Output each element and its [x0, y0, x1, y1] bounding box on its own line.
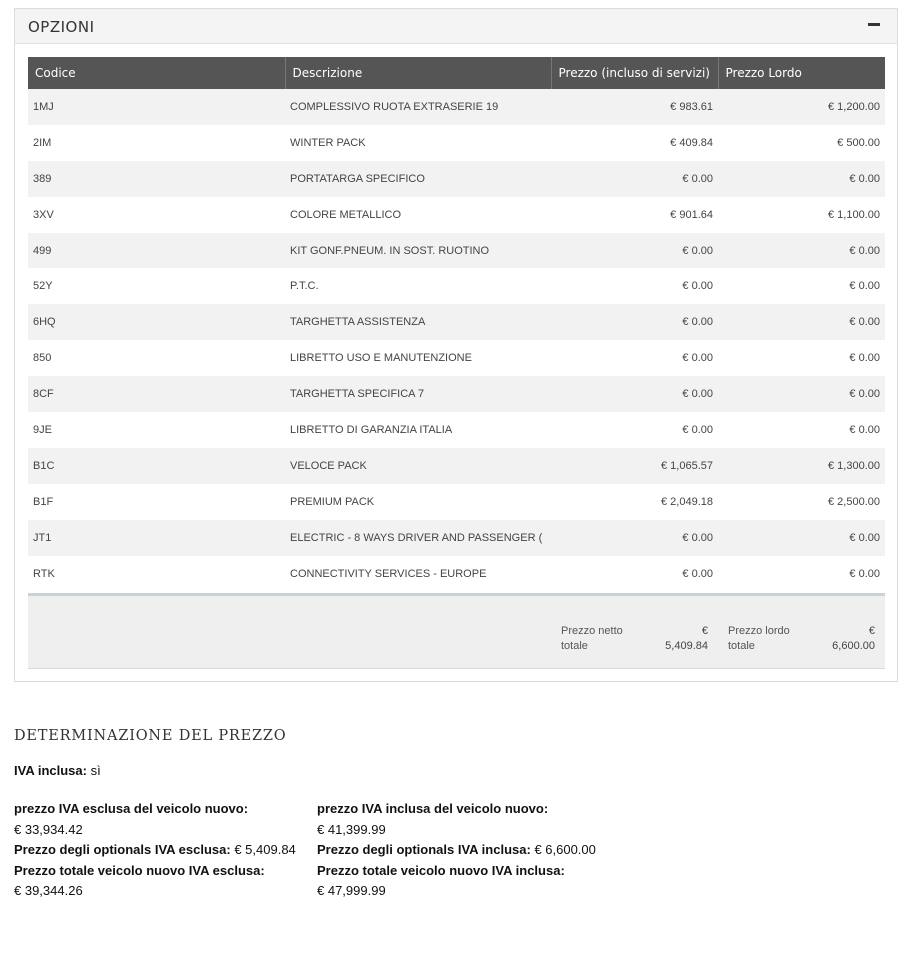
iva-value: sì	[90, 763, 101, 778]
net-total-amount: 5,409.84	[665, 640, 708, 652]
net-total-currency: €	[701, 625, 708, 637]
iva-line	[14, 763, 101, 778]
cell-code: 6HQ	[28, 304, 285, 340]
cell-description: P.T.C.	[285, 268, 551, 304]
cell-gross-price: € 0.00	[718, 268, 885, 304]
pricing-section-title: DETERMINAZIONE DEL PREZZO	[14, 728, 287, 744]
cell-price: € 0.00	[551, 304, 718, 340]
cell-gross-price: € 2,500.00	[718, 484, 885, 520]
cell-description: KIT GONF.PNEUM. IN SOST. RUOTINO	[285, 233, 551, 269]
cell-description: ELECTRIC - 8 WAYS DRIVER AND PASSENGER (	[285, 520, 551, 556]
cell-code: 52Y	[28, 268, 285, 304]
cell-price: € 0.00	[551, 520, 718, 556]
net-total-value	[638, 624, 708, 654]
optionals-incl-value: € 6,600.00	[534, 842, 596, 857]
cell-price: € 983.61	[551, 89, 718, 125]
column-header-descrizione[interactable]: Descrizione	[285, 57, 551, 89]
cell-description: VELOCE PACK	[285, 448, 551, 484]
gross-total-value	[805, 624, 875, 654]
table-row	[28, 340, 885, 376]
price-excl-label-text: prezzo IVA esclusa del veicolo nuovo:	[14, 801, 249, 816]
net-total-label	[561, 624, 631, 654]
cell-gross-price: € 500.00	[718, 125, 885, 161]
cell-description: COLORE METALLICO	[285, 197, 551, 233]
cell-description: WINTER PACK	[285, 125, 551, 161]
cell-price: € 0.00	[551, 376, 718, 412]
gross-total-amount: 6,600.00	[832, 640, 875, 652]
price-incl-label-text: prezzo IVA inclusa del veicolo nuovo:	[317, 801, 549, 816]
table-row	[28, 376, 885, 412]
cell-price: € 0.00	[551, 412, 718, 448]
cell-description: LIBRETTO USO E MANUTENZIONE	[285, 340, 551, 376]
cell-gross-price: € 0.00	[718, 161, 885, 197]
table-row	[28, 161, 885, 197]
cell-price: € 0.00	[551, 161, 718, 197]
options-table-header	[28, 57, 885, 89]
optionals-excl-label: Prezzo degli optionals IVA esclusa:	[14, 842, 231, 857]
cell-gross-price: € 1,300.00	[718, 448, 885, 484]
cell-gross-price: € 0.00	[718, 233, 885, 269]
gross-total-label-line2: totale	[728, 640, 755, 652]
table-row	[28, 89, 885, 125]
total-incl-label-text: Prezzo totale veicolo nuovo IVA inclusa:	[317, 863, 565, 878]
cell-code: 9JE	[28, 412, 285, 448]
table-row	[28, 125, 885, 161]
cell-gross-price: € 1,100.00	[718, 197, 885, 233]
collapse-icon[interactable]	[868, 23, 880, 26]
cell-code: RTK	[28, 556, 285, 592]
cell-price: € 0.00	[551, 340, 718, 376]
cell-description: TARGHETTA ASSISTENZA	[285, 304, 551, 340]
cell-description: PORTATARGA SPECIFICO	[285, 161, 551, 197]
cell-code: B1C	[28, 448, 285, 484]
table-row	[28, 268, 885, 304]
cell-gross-price: € 0.00	[718, 376, 885, 412]
price-excl-value: € 33,934.42	[14, 822, 83, 837]
cell-price: € 2,049.18	[551, 484, 718, 520]
options-panel	[14, 8, 898, 682]
net-total-label-line1: Prezzo netto	[561, 625, 623, 637]
cell-code: 499	[28, 233, 285, 269]
table-row	[28, 448, 885, 484]
options-panel-header[interactable]	[15, 9, 897, 44]
options-table	[28, 57, 885, 591]
column-header-prezzo[interactable]: Prezzo (incluso di servizi)	[551, 57, 718, 89]
column-header-prezzo-lordo[interactable]: Prezzo Lordo	[718, 57, 885, 89]
cell-code: 389	[28, 161, 285, 197]
cell-code: B1F	[28, 484, 285, 520]
table-row	[28, 520, 885, 556]
cell-price: € 0.00	[551, 268, 718, 304]
optionals-incl-label: Prezzo degli optionals IVA inclusa:	[317, 842, 531, 857]
gross-total-label	[728, 624, 798, 654]
cell-gross-price: € 0.00	[718, 340, 885, 376]
cell-gross-price: € 0.00	[718, 520, 885, 556]
cell-code: 2IM	[28, 125, 285, 161]
total-excl-label	[14, 863, 265, 878]
cell-price: € 901.64	[551, 197, 718, 233]
totals-row	[28, 596, 885, 669]
table-row	[28, 304, 885, 340]
cell-code: JT1	[28, 520, 285, 556]
total-incl-value: € 47,999.99	[317, 883, 386, 898]
table-row	[28, 412, 885, 448]
cell-code: 1MJ	[28, 89, 285, 125]
optionals-excl-value: € 5,409.84	[234, 842, 296, 857]
options-panel-title: OPZIONI	[28, 18, 95, 36]
cell-code: 3XV	[28, 197, 285, 233]
cell-code: 8CF	[28, 376, 285, 412]
cell-price: € 1,065.57	[551, 448, 718, 484]
table-row	[28, 233, 885, 269]
cell-gross-price: € 0.00	[718, 304, 885, 340]
cell-gross-price: € 0.00	[718, 412, 885, 448]
table-row	[28, 197, 885, 233]
cell-price: € 0.00	[551, 233, 718, 269]
price-incl-label	[317, 801, 548, 816]
total-incl-label	[317, 863, 565, 878]
cell-description: TARGHETTA SPECIFICA 7	[285, 376, 551, 412]
cell-code: 850	[28, 340, 285, 376]
price-incl-value: € 41,399.99	[317, 822, 386, 837]
cell-gross-price: € 1,200.00	[718, 89, 885, 125]
optionals-incl-line	[317, 842, 596, 857]
gross-total-label-line1: Prezzo lordo	[728, 625, 790, 637]
optionals-excl-line	[14, 842, 296, 857]
options-table-body	[28, 89, 885, 591]
column-header-codice[interactable]: Codice	[28, 57, 285, 89]
cell-description: PREMIUM PACK	[285, 484, 551, 520]
cell-description: COMPLESSIVO RUOTA EXTRASERIE 19	[285, 89, 551, 125]
table-row	[28, 556, 885, 592]
cell-price: € 0.00	[551, 556, 718, 592]
cell-description: CONNECTIVITY SERVICES - EUROPE	[285, 556, 551, 592]
total-excl-value: € 39,344.26	[14, 883, 83, 898]
cell-gross-price: € 0.00	[718, 556, 885, 592]
price-excl-label	[14, 801, 248, 816]
cell-price: € 409.84	[551, 125, 718, 161]
iva-label: IVA inclusa:	[14, 763, 87, 778]
cell-description: LIBRETTO DI GARANZIA ITALIA	[285, 412, 551, 448]
gross-total-currency: €	[868, 625, 875, 637]
total-excl-label-text: Prezzo totale veicolo nuovo IVA esclusa:	[14, 863, 265, 878]
net-total-label-line2: totale	[561, 640, 588, 652]
table-row	[28, 484, 885, 520]
